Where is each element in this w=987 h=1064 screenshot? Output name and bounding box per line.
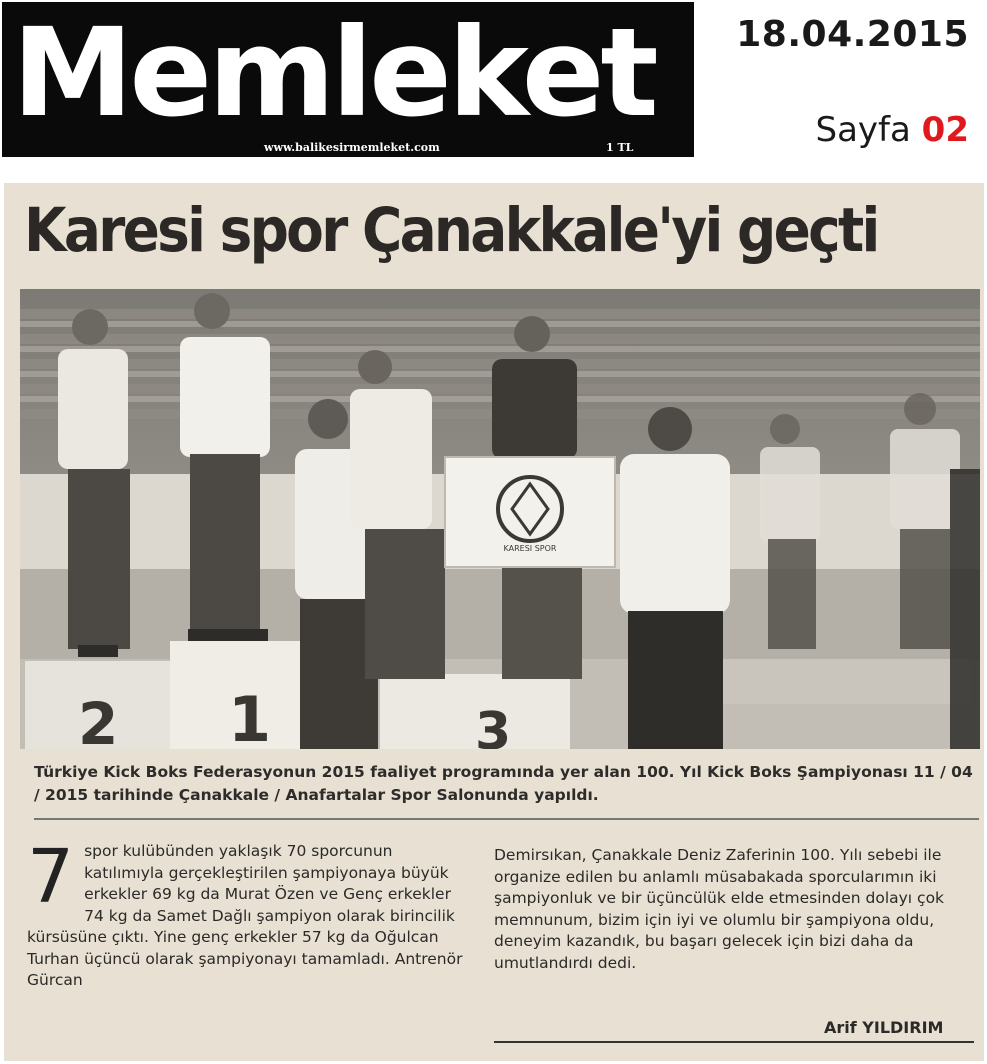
podium-number-2: 1: [228, 683, 272, 749]
column-1-text: spor kulübünden yaklaşık 70 sporcunun katılımıyla gerçekleştirilen şampiyonaya büyük erkekler 69 kg da Murat Özen ve Genç erkekler 74 kg da Samet Dağlı şampiyon olarak birincilik kürsüsüne çıktı. Yine genç erkekler 57 kg da Oğulcan Turhan üçüncü olarak şampiyonayı tamamladı. Antrenör Gürcan: [27, 842, 463, 989]
byline-divider: [494, 1041, 974, 1043]
article-headline: Karesi spor Çanakkale'yi geçti: [24, 195, 878, 266]
drop-cap: 7: [27, 834, 75, 920]
podium-number-3: 3: [475, 702, 512, 749]
article-column-2: [494, 845, 964, 974]
page-number: 02: [921, 110, 969, 150]
masthead: [2, 2, 694, 157]
caption-divider: [34, 818, 979, 820]
podium-photo-illustration: [20, 289, 980, 749]
masthead-title: Memleket: [12, 2, 655, 144]
photo-caption: Türkiye Kick Boks Federasyonun 2015 faaliyet programında yer alan 100. Yıl Kick Boks Şampiyonası 11 / 04 / 2015 tarihinde Çanakkale / Anafartalar Spor Salonunda yapıldı.: [34, 763, 973, 804]
masthead-price: 1 TL: [606, 141, 634, 154]
page-label: Sayfa: [815, 110, 911, 150]
author-byline: Arif YILDIRIM: [824, 1018, 944, 1037]
masthead-url: www.balikesirmemleket.com: [264, 141, 440, 154]
article-clipping: [4, 183, 984, 1061]
issue-date: 18.04.2015: [736, 14, 969, 55]
article-column-1: [27, 834, 467, 992]
article-photo: [20, 289, 980, 749]
banner-logo-text: KARESI SPOR: [503, 544, 557, 553]
column-2-text: Demirsıkan, Çanakkale Deniz Zaferinin 100. Yılı sebebi ile organize edilen bu anlamlı müsabakada sporcularımın iki şampiyonluk ve bir üçüncülük elde etmesinden dolayı çok memnunum, bizim için iyi ve olumlu bir şampiyona oldu, deneyim kazandık, bu başarı gelecek için bizi daha da umutlandırdı dedi.: [494, 846, 945, 972]
podium-number-1: 2: [78, 690, 119, 749]
issue-page: [816, 110, 969, 150]
